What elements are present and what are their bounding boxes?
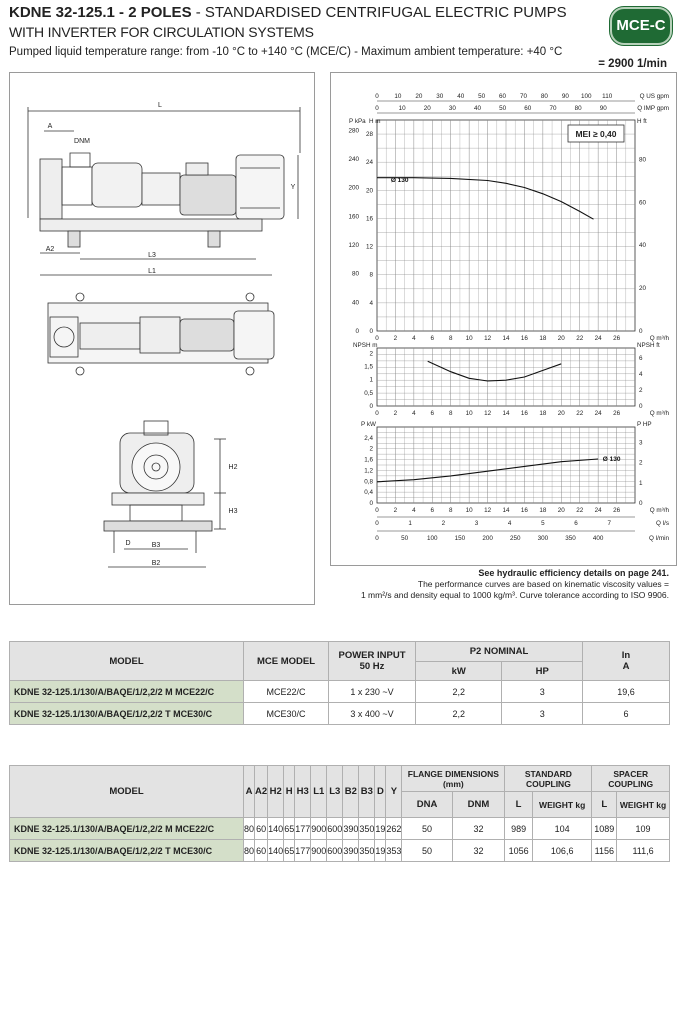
dim-B3: B3 bbox=[151, 542, 161, 549]
tick-h-ft: 20 bbox=[639, 285, 647, 293]
tick-q-m3h: 18 bbox=[539, 507, 547, 514]
table-cell: KDNE 32-125.1/130/A/BAQE/1/2,2/2 M MCE22/C bbox=[10, 818, 244, 840]
subtitle-line2: WITH INVERTER FOR CIRCULATION SYSTEMS bbox=[9, 24, 314, 40]
table-cell: MCE30/C bbox=[244, 703, 329, 725]
tick-imp-gpm: 20 bbox=[423, 105, 431, 112]
tick-q-m3h: 4 bbox=[412, 335, 416, 342]
table-header: L bbox=[592, 792, 617, 818]
tick-q-m3h: 16 bbox=[520, 335, 528, 342]
tick-us-gpm: 20 bbox=[415, 93, 423, 100]
electrical-data-table bbox=[9, 641, 670, 725]
table-header: A bbox=[622, 661, 630, 672]
tick-q-lmin: 300 bbox=[537, 535, 549, 542]
t2-h-standard: STANDARD COUPLING bbox=[505, 766, 592, 792]
power-curve-label: Ø 130 bbox=[602, 456, 621, 464]
tick-q-m3h: 0 bbox=[375, 335, 379, 342]
tick-q-m3h: 22 bbox=[576, 335, 584, 342]
dim-A2: A2 bbox=[45, 246, 55, 253]
table-cell: 19 bbox=[375, 840, 386, 862]
tick-q-lmin: 50 bbox=[401, 535, 409, 542]
table-header: H3 bbox=[295, 766, 311, 818]
tick-q-lmin: 0 bbox=[375, 535, 379, 542]
table-cell: 32 bbox=[452, 818, 505, 840]
table-cell: 390 bbox=[343, 818, 359, 840]
tick-us-gpm: 90 bbox=[561, 93, 569, 100]
tick-q-lmin: 200 bbox=[482, 535, 493, 542]
tick-q-lmin: 350 bbox=[565, 535, 576, 542]
tick-q-m3h: 14 bbox=[502, 410, 510, 417]
tick-q-m3h: 4 bbox=[412, 410, 416, 417]
tick-q-m3h: 0 bbox=[375, 507, 379, 514]
table-cell: 1056 bbox=[505, 840, 533, 862]
title-separator: - bbox=[195, 4, 205, 21]
table-cell: 50 bbox=[402, 818, 452, 840]
table-header: A bbox=[244, 766, 255, 818]
tick-imp-gpm: 50 bbox=[499, 105, 507, 112]
hq-curve-label: Ø 130 bbox=[390, 176, 409, 184]
t2-h-flange: FLANGE DIMENSIONS (mm) bbox=[402, 766, 505, 792]
tick-p-kw: 1,2 bbox=[364, 467, 373, 475]
axis-label-ls: Q l/s bbox=[656, 520, 669, 527]
tick-q-lmin: 150 bbox=[454, 535, 466, 542]
axis-label-us-gpm: Q US gpm bbox=[639, 93, 669, 100]
tick-q-m3h: 4 bbox=[412, 507, 416, 514]
table-header: D bbox=[375, 766, 386, 818]
table-cell: 1156 bbox=[592, 840, 617, 862]
table-header: B2 bbox=[343, 766, 359, 818]
table-cell: 2,2 bbox=[416, 703, 502, 725]
temp-separator: - bbox=[354, 46, 362, 58]
tick-h-m: 16 bbox=[365, 215, 373, 223]
t1-h-kw: kW bbox=[416, 662, 502, 681]
t1-h-p2: P2 NOMINAL bbox=[416, 642, 583, 662]
table-cell: 80 bbox=[244, 818, 255, 840]
table-cell: KDNE 32-125.1/130/A/BAQE/1/2,2/2 T MCE30/C bbox=[10, 840, 244, 862]
tick-q-m3h: 0 bbox=[375, 410, 379, 417]
tick-q-m3h: 2 bbox=[393, 335, 398, 342]
performance-chart-panel bbox=[330, 72, 677, 566]
page-title bbox=[9, 4, 567, 21]
table-header: WEIGHT kg bbox=[617, 792, 670, 818]
t1-h-in bbox=[583, 642, 670, 681]
tick-q-m3h: 16 bbox=[520, 507, 528, 514]
axis-label-npsh-ft: NPSH ft bbox=[637, 342, 660, 349]
dimension-drawing-panel bbox=[9, 72, 315, 605]
table-header: A2 bbox=[255, 766, 268, 818]
table-header: B3 bbox=[359, 766, 375, 818]
tick-q-m3h: 20 bbox=[557, 507, 565, 514]
axis-label-kpa: P kPa bbox=[349, 118, 366, 125]
tick-q-m3h: 12 bbox=[484, 335, 492, 342]
table-cell: 600 bbox=[327, 818, 343, 840]
table-header: In bbox=[621, 650, 631, 661]
subtitle-line1: STANDARDISED CENTRIFUGAL ELECTRIC PUMPS bbox=[204, 4, 567, 21]
table-cell: 111,6 bbox=[617, 840, 670, 862]
dim-L3: L3 bbox=[148, 252, 156, 259]
tick-q-m3h: 26 bbox=[613, 507, 621, 514]
tick-q-m3h: 14 bbox=[502, 335, 510, 342]
tick-q-ls: 5 bbox=[541, 520, 545, 527]
tick-q-m3h: 8 bbox=[448, 335, 453, 342]
mei-annotation: MEI ≥ 0,40 bbox=[575, 129, 617, 139]
tick-q-ls: 4 bbox=[507, 520, 512, 527]
tick-p-kpa: 280 bbox=[348, 127, 359, 135]
tick-q-ls: 0 bbox=[375, 520, 379, 527]
tick-us-gpm: 70 bbox=[519, 93, 527, 100]
axis-label-npsh-m: NPSH m bbox=[353, 342, 378, 349]
tick-h-m: 12 bbox=[365, 243, 373, 251]
table-cell: 60 bbox=[255, 840, 268, 862]
table-cell: 32 bbox=[452, 840, 505, 862]
table-cell: MCE22/C bbox=[244, 681, 329, 703]
dim-DNM: DNM bbox=[74, 138, 90, 145]
tick-q-lmin: 400 bbox=[592, 535, 604, 542]
tick-p-kw: 0 bbox=[369, 500, 373, 507]
note-line3: 1 mm²/s and density equal to 1000 kg/m³. Curve tolerance according to ISO 9906. bbox=[360, 590, 669, 600]
table-header: L bbox=[505, 792, 533, 818]
tick-q-m3h: 14 bbox=[502, 507, 510, 514]
table-header: 50 Hz bbox=[359, 661, 385, 672]
table-cell: 2,2 bbox=[416, 681, 502, 703]
table-cell: 262 bbox=[386, 818, 402, 840]
tick-q-m3h: 10 bbox=[465, 410, 473, 417]
tick-h-m: 0 bbox=[369, 328, 373, 335]
tick-imp-gpm: 70 bbox=[549, 105, 557, 112]
tick-q-lmin: 250 bbox=[509, 535, 521, 542]
tick-q-m3h: 24 bbox=[594, 507, 602, 514]
dimensions-table bbox=[9, 765, 670, 862]
tick-imp-gpm: 30 bbox=[448, 105, 456, 112]
tick-q-m3h: 22 bbox=[576, 507, 584, 514]
table-row bbox=[10, 840, 670, 862]
table-cell: 1 x 230 ~V bbox=[329, 681, 416, 703]
tick-imp-gpm: 10 bbox=[398, 105, 406, 112]
tick-h-m: 28 bbox=[365, 131, 373, 139]
tick-q-m3h: 12 bbox=[484, 507, 492, 514]
tick-q-m3h: 2 bbox=[393, 410, 398, 417]
table-cell: KDNE 32-125.1/130/A/BAQE/1/2,2/2 T MCE30/C bbox=[10, 703, 244, 725]
tick-imp-gpm: 40 bbox=[474, 105, 482, 112]
tick-q-lmin: 100 bbox=[427, 535, 438, 542]
note-line1: See hydraulic efficiency details on page 241. bbox=[478, 568, 669, 578]
tick-h-ft: 0 bbox=[639, 328, 643, 335]
tick-p-hp: 0 bbox=[639, 500, 643, 507]
tick-h-ft: 80 bbox=[639, 156, 647, 164]
table-cell: 140 bbox=[268, 818, 284, 840]
tick-imp-gpm: 60 bbox=[524, 105, 532, 112]
tick-q-ls: 7 bbox=[607, 520, 611, 527]
table-cell: 65 bbox=[284, 840, 295, 862]
tick-q-m3h: 22 bbox=[576, 410, 584, 417]
temp-label-a: Pumped liquid temperature range: bbox=[9, 46, 183, 58]
tick-us-gpm: 30 bbox=[436, 93, 444, 100]
speed-label: = 2900 1/min bbox=[598, 58, 667, 70]
tick-imp-gpm: 0 bbox=[375, 105, 379, 112]
table-cell: 1089 bbox=[592, 818, 617, 840]
tick-npsh-m: 0,5 bbox=[364, 389, 373, 397]
axis-label-kw: P kW bbox=[361, 421, 376, 428]
tick-us-gpm: 60 bbox=[499, 93, 507, 100]
axis-label-imp-gpm: Q IMP gpm bbox=[637, 105, 669, 112]
axis-label-q: Q m³/h bbox=[649, 335, 669, 342]
table-cell: 177 bbox=[295, 840, 311, 862]
tick-npsh-m: 1 bbox=[369, 376, 373, 384]
tick-q-m3h: 20 bbox=[557, 410, 565, 417]
table-header: DNM bbox=[452, 792, 505, 818]
table-cell: 600 bbox=[327, 840, 343, 862]
table-header: DNA bbox=[402, 792, 452, 818]
tick-q-m3h: 6 bbox=[430, 335, 435, 342]
table-cell: 80 bbox=[244, 840, 255, 862]
tick-imp-gpm: 90 bbox=[599, 105, 607, 112]
model-code: KDNE 32-125.1 - 2 POLES bbox=[9, 4, 192, 21]
tick-q-ls: 1 bbox=[408, 520, 412, 527]
tick-q-m3h: 6 bbox=[430, 410, 435, 417]
table-cell: 3 x 400 ~V bbox=[329, 703, 416, 725]
table-cell: 50 bbox=[402, 840, 452, 862]
axis-label-lmin: Q l/min bbox=[649, 535, 669, 542]
tick-us-gpm: 110 bbox=[602, 93, 613, 100]
table-header: WEIGHT kg bbox=[532, 792, 592, 818]
tick-p-kw: 0,8 bbox=[364, 478, 373, 486]
tick-h-ft: 60 bbox=[639, 199, 647, 207]
table-cell: KDNE 32-125.1/130/A/BAQE/1/2,2/2 M MCE22/C bbox=[10, 681, 244, 703]
tick-p-hp: 2 bbox=[639, 459, 643, 467]
dim-H2: H2 bbox=[228, 464, 238, 471]
table-cell: 106,6 bbox=[532, 840, 592, 862]
table-cell: 3 bbox=[502, 703, 583, 725]
tick-q-m3h: 18 bbox=[539, 335, 547, 342]
table-header: H2 bbox=[268, 766, 284, 818]
tick-q-m3h: 10 bbox=[465, 507, 473, 514]
tick-q-m3h: 2 bbox=[393, 507, 398, 514]
tick-p-kw: 2,4 bbox=[364, 434, 373, 442]
tick-p-kpa: 0 bbox=[355, 328, 359, 335]
tick-q-m3h: 24 bbox=[594, 335, 602, 342]
tick-npsh-m: 2 bbox=[369, 350, 373, 358]
t1-h-mce: MCE MODEL bbox=[244, 642, 329, 681]
tick-us-gpm: 0 bbox=[375, 93, 379, 100]
t1-h-hp: HP bbox=[502, 662, 583, 681]
tick-q-m3h: 20 bbox=[557, 335, 565, 342]
dim-A: A bbox=[47, 123, 53, 130]
table-cell: 19 bbox=[375, 818, 386, 840]
table-cell: 6 bbox=[583, 703, 670, 725]
tick-p-kw: 2 bbox=[369, 445, 373, 453]
table-cell: 900 bbox=[311, 840, 327, 862]
tick-q-m3h: 24 bbox=[594, 410, 602, 417]
tick-q-m3h: 8 bbox=[448, 507, 453, 514]
tick-q-ls: 3 bbox=[474, 520, 479, 527]
tick-h-ft: 40 bbox=[639, 242, 647, 250]
tick-us-gpm: 40 bbox=[457, 93, 465, 100]
tick-p-hp: 1 bbox=[639, 479, 643, 487]
tick-p-kpa: 80 bbox=[351, 270, 359, 278]
tick-h-m: 4 bbox=[369, 299, 373, 307]
table-cell: 109 bbox=[617, 818, 670, 840]
tick-q-m3h: 18 bbox=[539, 410, 547, 417]
table-cell: 140 bbox=[268, 840, 284, 862]
axis-label-ft: H ft bbox=[637, 118, 647, 125]
mce-c-badge: MCE-C bbox=[610, 7, 672, 45]
table-cell: 350 bbox=[359, 818, 375, 840]
table-header: L3 bbox=[327, 766, 343, 818]
tick-q-ls: 2 bbox=[441, 520, 446, 527]
table-cell: 177 bbox=[295, 818, 311, 840]
temp-value-b: +40 °C bbox=[526, 46, 563, 58]
table-header: Y bbox=[386, 766, 402, 818]
chart-note bbox=[361, 568, 669, 601]
table-cell: 390 bbox=[343, 840, 359, 862]
temp-value-a: from -10 °C to +140 °C (MCE/C) bbox=[186, 46, 351, 58]
table-cell: 900 bbox=[311, 818, 327, 840]
tick-q-m3h: 26 bbox=[613, 335, 621, 342]
axis-label-q: Q m³/h bbox=[649, 410, 669, 417]
table-cell: 350 bbox=[359, 840, 375, 862]
tick-q-m3h: 10 bbox=[465, 335, 473, 342]
table-cell: 104 bbox=[532, 818, 592, 840]
t1-h-model: MODEL bbox=[10, 642, 244, 681]
dim-Y: Y bbox=[290, 184, 296, 191]
tick-npsh-m: 1,5 bbox=[364, 363, 373, 371]
temp-label-b: Maximum ambient temperature: bbox=[361, 46, 524, 58]
tick-us-gpm: 10 bbox=[394, 93, 402, 100]
t1-h-power bbox=[329, 642, 416, 681]
tick-q-m3h: 16 bbox=[520, 410, 528, 417]
tick-p-kpa: 200 bbox=[348, 184, 359, 192]
tick-us-gpm: 80 bbox=[540, 93, 548, 100]
dim-L: L bbox=[158, 102, 162, 109]
tick-q-m3h: 6 bbox=[430, 507, 435, 514]
tick-us-gpm: 50 bbox=[478, 93, 486, 100]
table-cell: 65 bbox=[284, 818, 295, 840]
tick-p-kpa: 120 bbox=[348, 241, 359, 249]
tick-h-m: 24 bbox=[365, 159, 373, 167]
temperature-info bbox=[9, 46, 562, 58]
table-cell: 60 bbox=[255, 818, 268, 840]
tick-q-m3h: 12 bbox=[484, 410, 492, 417]
tick-h-m: 8 bbox=[369, 271, 373, 279]
t2-h-spacer: SPACER COUPLING bbox=[592, 766, 670, 792]
tick-p-kpa: 160 bbox=[348, 213, 359, 221]
tick-p-kpa: 240 bbox=[348, 155, 359, 163]
table-header: POWER INPUT bbox=[338, 650, 406, 661]
axis-label-q: Q m³/h bbox=[649, 507, 669, 514]
table-header: H bbox=[284, 766, 295, 818]
tick-p-hp: 3 bbox=[639, 439, 643, 447]
tick-imp-gpm: 80 bbox=[574, 105, 582, 112]
axis-label-hp: P HP bbox=[637, 421, 652, 428]
tick-q-m3h: 8 bbox=[448, 410, 453, 417]
table-row bbox=[10, 703, 670, 725]
dim-B2: B2 bbox=[151, 560, 161, 567]
tick-npsh-m: 0 bbox=[369, 403, 373, 410]
table-row bbox=[10, 818, 670, 840]
note-line2: The performance curves are based on kinematic viscosity values = bbox=[417, 579, 669, 589]
tick-npsh-ft: 4 bbox=[639, 370, 643, 378]
tick-q-ls: 6 bbox=[574, 520, 578, 527]
tick-h-m: 20 bbox=[365, 187, 373, 195]
dim-H3: H3 bbox=[228, 508, 238, 515]
table-cell: 3 bbox=[502, 681, 583, 703]
table-cell: 353 bbox=[386, 840, 402, 862]
table-cell: 19,6 bbox=[583, 681, 670, 703]
axis-label-m: H m bbox=[369, 118, 381, 125]
table-header: L1 bbox=[311, 766, 327, 818]
dim-D: D bbox=[125, 540, 131, 547]
table-row bbox=[10, 681, 670, 703]
table-cell: 989 bbox=[505, 818, 533, 840]
tick-p-kw: 0,4 bbox=[364, 489, 373, 497]
tick-q-m3h: 26 bbox=[613, 410, 621, 417]
pump-drawings bbox=[10, 73, 314, 604]
tick-p-kpa: 40 bbox=[351, 299, 359, 307]
tick-us-gpm: 100 bbox=[580, 93, 592, 100]
performance-charts bbox=[331, 73, 676, 565]
tick-p-kw: 1,6 bbox=[364, 456, 373, 464]
tick-npsh-ft: 6 bbox=[639, 354, 643, 362]
tick-npsh-ft: 0 bbox=[639, 403, 643, 410]
dim-L1: L1 bbox=[148, 268, 156, 275]
t2-h-model: MODEL bbox=[10, 766, 244, 818]
tick-npsh-ft: 2 bbox=[639, 386, 643, 394]
